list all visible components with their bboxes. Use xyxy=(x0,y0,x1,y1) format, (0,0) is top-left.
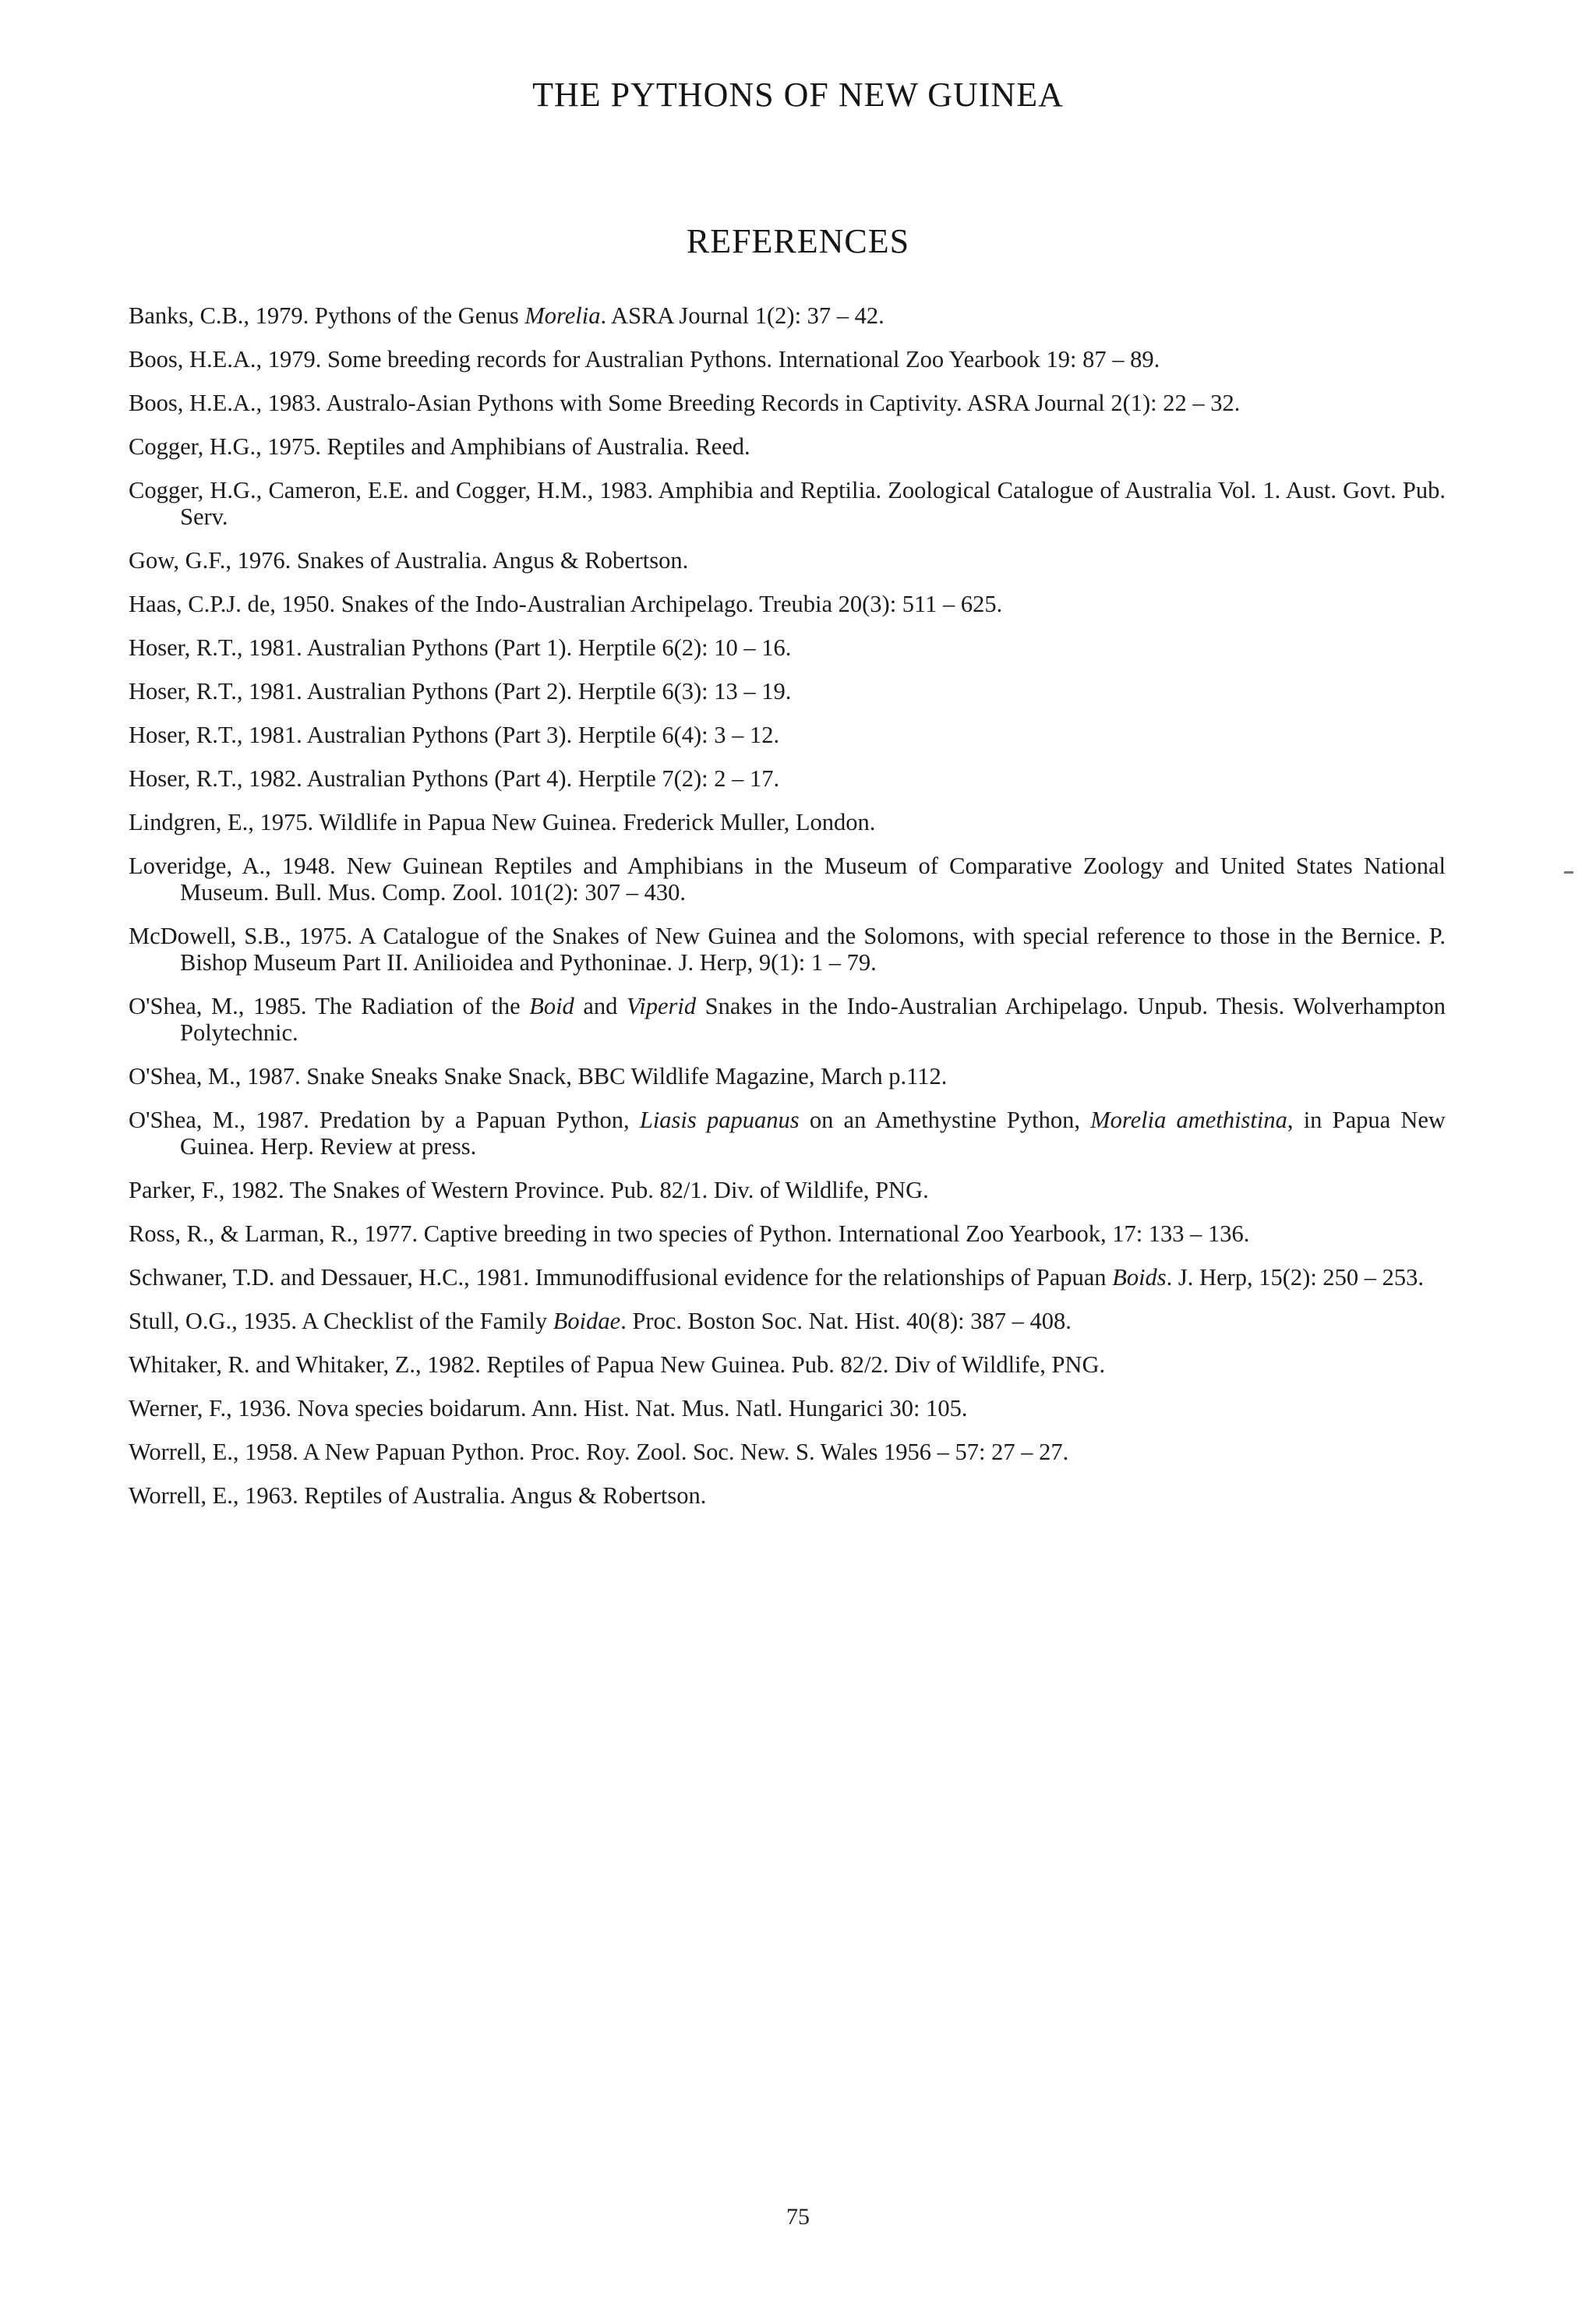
reference-text: Hoser, R.T., 1981. Australian Pythons (Part 2). Herptile 6(3): 13 – 19. xyxy=(129,678,792,704)
reference-text: , in Papua New Guinea. Herp. Review at press. xyxy=(180,1107,1446,1160)
reference-entry xyxy=(129,591,1446,617)
reference-italic-text: Boidae xyxy=(553,1308,621,1334)
reference-entry xyxy=(129,678,1446,704)
reference-italic-text: Viperid xyxy=(626,993,697,1019)
reference-list xyxy=(129,302,1446,1526)
reference-text: and xyxy=(574,993,627,1019)
page-number: 75 xyxy=(786,2204,810,2230)
scan-mark xyxy=(1564,871,1573,874)
reference-entry xyxy=(129,1482,1446,1509)
reference-text: Hoser, R.T., 1981. Australian Pythons (Part 3). Herptile 6(4): 3 – 12. xyxy=(129,722,780,748)
reference-entry xyxy=(129,1308,1446,1334)
reference-entry xyxy=(129,1395,1446,1421)
section-heading: REFERENCES xyxy=(686,222,910,260)
reference-entry xyxy=(129,993,1446,1046)
reference-text: . ASRA Journal 1(2): 37 – 42. xyxy=(600,302,885,329)
reference-entry xyxy=(129,809,1446,835)
reference-text: . J. Herp, 15(2): 250 – 253. xyxy=(1166,1264,1425,1291)
reference-entry xyxy=(129,722,1446,748)
reference-text: Loveridge, A., 1948. New Guinean Reptiles and Amphibians in the Museum of Comparative Zoology and United States National Museum. Bull. Mus. Comp. Zool. 101(2): 307 – 430. xyxy=(129,853,1446,906)
reference-italic-text: Boid xyxy=(529,993,574,1019)
running-head-title: THE PYTHONS OF NEW GUINEA xyxy=(532,76,1064,114)
reference-entry xyxy=(129,1063,1446,1089)
reference-entry xyxy=(129,1264,1446,1291)
reference-text: Werner, F., 1936. Nova species boidarum. Ann. Hist. Nat. Mus. Natl. Hungarici 30: 105. xyxy=(129,1395,968,1421)
reference-italic-text: Liasis papuanus xyxy=(639,1107,800,1133)
reference-italic-text: Morelia xyxy=(524,302,601,329)
reference-text: Stull, O.G., 1935. A Checklist of the Family xyxy=(129,1308,553,1334)
reference-entry xyxy=(129,477,1446,530)
reference-entry xyxy=(129,1177,1446,1203)
reference-text: Haas, C.P.J. de, 1950. Snakes of the Indo-Australian Archipelago. Treubia 20(3): 511 – 625. xyxy=(129,591,1003,617)
reference-entry xyxy=(129,302,1446,329)
reference-text: on an Amethystine Python, xyxy=(799,1107,1091,1133)
reference-text: Boos, H.E.A., 1983. Australo-Asian Pythons with Some Breeding Records in Captivity. ASRA Journal 2(1): 22 – 32. xyxy=(129,390,1241,416)
reference-entry xyxy=(129,1107,1446,1160)
reference-text: Cogger, H.G., Cameron, E.E. and Cogger, H.M., 1983. Amphibia and Reptilia. Zoological Catalogue of Australia Vol. 1. Aust. Govt. Pub. Serv. xyxy=(129,477,1446,530)
reference-text: Hoser, R.T., 1981. Australian Pythons (Part 1). Herptile 6(2): 10 – 16. xyxy=(129,634,792,661)
reference-entry xyxy=(129,346,1446,373)
reference-text: Worrell, E., 1958. A New Papuan Python. Proc. Roy. Zool. Soc. New. S. Wales 1956 – 57: 27 – 27. xyxy=(129,1439,1069,1465)
reference-text: O'Shea, M., 1987. Predation by a Papuan Python, xyxy=(129,1107,640,1133)
reference-text: Schwaner, T.D. and Dessauer, H.C., 1981. Immunodiffusional evidence for the relationships of Papuan xyxy=(129,1264,1113,1291)
reference-text: . Proc. Boston Soc. Nat. Hist. 40(8): 387 – 408. xyxy=(620,1308,1072,1334)
reference-text: O'Shea, M., 1987. Snake Sneaks Snake Snack, BBC Wildlife Magazine, March p.112. xyxy=(129,1063,948,1089)
reference-text: Cogger, H.G., 1975. Reptiles and Amphibians of Australia. Reed. xyxy=(129,433,750,460)
reference-entry xyxy=(129,1220,1446,1247)
reference-text: Gow, G.F., 1976. Snakes of Australia. Angus & Robertson. xyxy=(129,547,689,574)
reference-entry xyxy=(129,547,1446,574)
reference-entry xyxy=(129,765,1446,792)
reference-text: Lindgren, E., 1975. Wildlife in Papua New Guinea. Frederick Muller, London. xyxy=(129,809,876,835)
reference-text: Hoser, R.T., 1982. Australian Pythons (Part 4). Herptile 7(2): 2 – 17. xyxy=(129,765,780,792)
reference-text: O'Shea, M., 1985. The Radiation of the xyxy=(129,993,530,1019)
reference-text: McDowell, S.B., 1975. A Catalogue of the Snakes of New Guinea and the Solomons, with special reference to those in the Bernice. P. Bishop Museum Part II. Anilioidea and Pythoninae. J. Herp, 9(1): 1 – 79. xyxy=(129,923,1446,976)
reference-entry xyxy=(129,923,1446,976)
reference-entry xyxy=(129,1351,1446,1378)
reference-text: Worrell, E., 1963. Reptiles of Australia. Angus & Robertson. xyxy=(129,1482,707,1509)
reference-entry xyxy=(129,853,1446,906)
reference-entry xyxy=(129,634,1446,661)
reference-italic-text: Boids xyxy=(1112,1264,1167,1291)
reference-text: Snakes in the Indo-Australian Archipelago. Unpub. Thesis. Wolverhampton Polytechnic. xyxy=(180,993,1446,1046)
reference-text: Boos, H.E.A., 1979. Some breeding records for Australian Pythons. International Zoo Yearbook 19: 87 – 89. xyxy=(129,346,1160,373)
reference-italic-text: Morelia amethistina xyxy=(1090,1107,1287,1133)
reference-text: Whitaker, R. and Whitaker, Z., 1982. Reptiles of Papua New Guinea. Pub. 82/2. Div of Wildlife, PNG. xyxy=(129,1351,1106,1378)
reference-text: Ross, R., & Larman, R., 1977. Captive breeding in two species of Python. International Zoo Yearbook, 17: 133 – 136. xyxy=(129,1220,1250,1247)
reference-entry xyxy=(129,1439,1446,1465)
reference-entry xyxy=(129,433,1446,460)
reference-text: Banks, C.B., 1979. Pythons of the Genus xyxy=(129,302,525,329)
reference-entry xyxy=(129,390,1446,416)
reference-text: Parker, F., 1982. The Snakes of Western Province. Pub. 82/1. Div. of Wildlife, PNG. xyxy=(129,1177,929,1203)
